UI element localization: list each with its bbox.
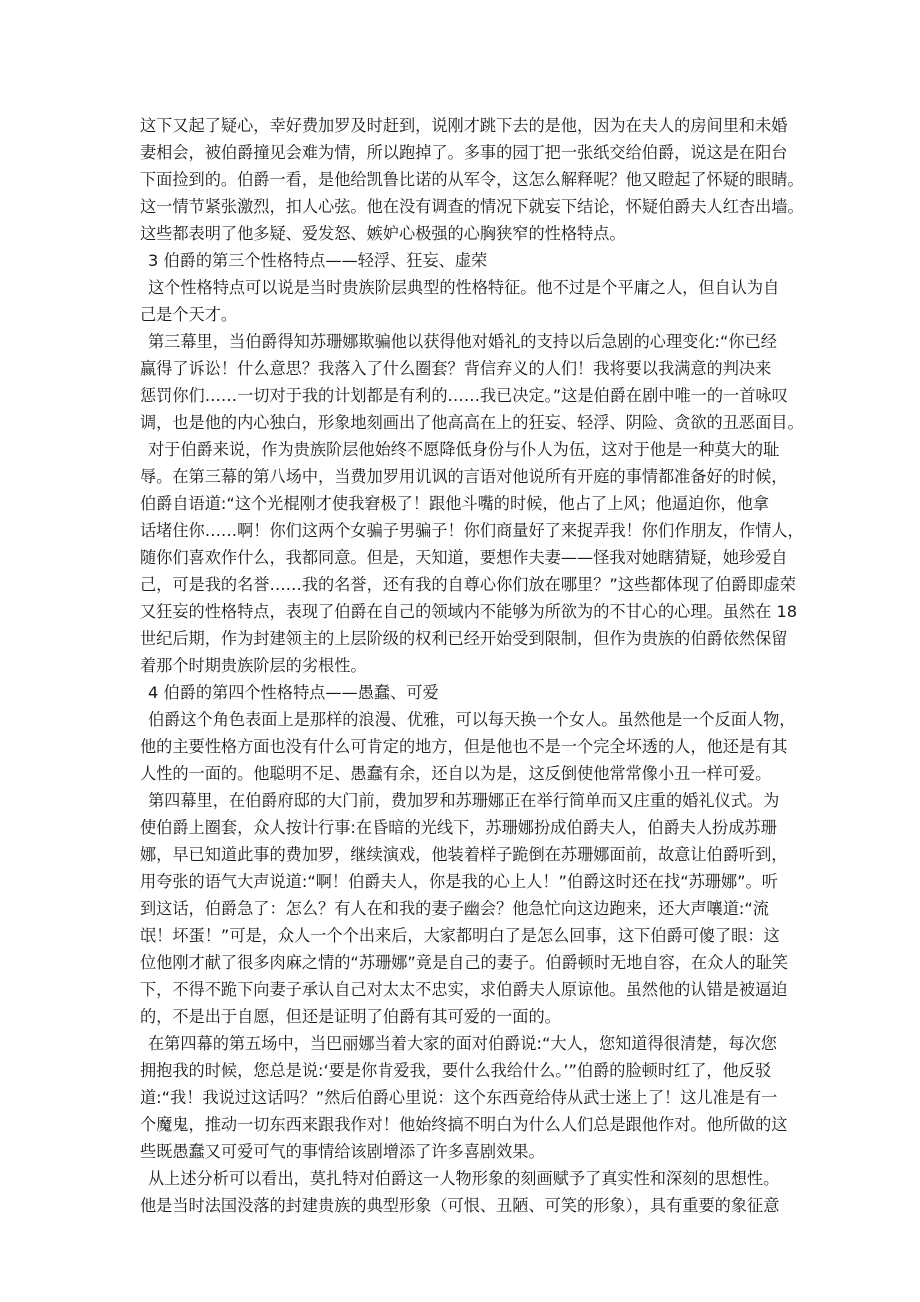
section-heading: 3 伯爵的第三个性格特点——轻浮、狂妄、虚荣 <box>148 251 488 270</box>
text-line: 这一情节紧张激烈，扣人心弦。他在没有调查的情况下就妄下结论，怀疑伯爵夫人红杏出墙。 <box>140 197 804 216</box>
text-line: 又狂妄的性格特点，表现了伯爵在自己的领域内不能够为所欲为的不甘心的心理。虽然在 18 <box>140 602 798 621</box>
text-line: 伯爵自语道:“这个光棍刚才使我窘极了！跟他斗嘴的时候，他占了上风；他逼迫你，他拿 <box>140 494 769 513</box>
text-line: 己是个天才。 <box>140 305 238 324</box>
text-line: 氓！坏蛋！”可是，众人一个个出来后，大家都明白了是怎么回事，这下伯爵可傻了眼：这 <box>140 926 780 945</box>
text-line: 第四幕里，在伯爵府邸的大门前，费加罗和苏珊娜正在举行简单而又庄重的婚礼仪式。为 <box>148 791 780 810</box>
text-line: 己，可是我的名誉……我的名誉，还有我的自尊心你们放在哪里？”这些都体现了伯爵即虚荣 <box>140 575 796 594</box>
text-line: 话堵住你……啊！你们这两个女骗子男骗子！你们商量好了来捉弄我！你们作朋友，作情人， <box>140 521 804 540</box>
text-line: 些既愚蠢又可爱可气的事情给该剧增添了许多喜剧效果。 <box>140 1142 545 1161</box>
text-line: 位他刚才献了很多肉麻之情的“苏珊娜”竟是自己的妻子。伯爵顿时无地自容，在众人的耻笑 <box>140 953 789 972</box>
text-line: 个魔鬼，推动一切东西来跟我作对！他始终搞不明白为什么人们总是跟他作对。他所做的这 <box>140 1115 788 1134</box>
text-line: 道:“我！我说过这话吗？”然后伯爵心里说：这个东西竟给侍从武士迷上了！这儿准是有一 <box>140 1088 778 1107</box>
text-line: 着那个时期贵族阶层的劣根性。 <box>140 656 367 675</box>
text-line: 使伯爵上圈套，众人按计行事:在昏暗的光线下，苏珊娜扮成伯爵夫人，伯爵夫人扮成苏珊 <box>140 818 777 837</box>
text-line: 拥抱我的时候，您总是说:‘要是你肯爱我，要什么我给什么。’”伯爵的脸顿时红了，他反驳 <box>140 1061 772 1080</box>
text-line: 这个性格特点可以说是当时贵族阶层典型的性格特征。他不过是个平庸之人，但自认为自 <box>148 278 780 297</box>
text-line: 从上述分析可以看出，莫扎特对伯爵这一人物形象的刻画赋予了真实性和深刻的思想性。 <box>148 1169 780 1188</box>
text-line: 第三幕里，当伯爵得知苏珊娜欺骗他以获得他对婚礼的支持以后急剧的心理变化:“你已经 <box>148 332 777 351</box>
text-line: 人性的一面的。他聪明不足、愚蠢有余，还自以为是，这反倒使他常常像小丑一样可爱。 <box>140 764 772 783</box>
text-line: 妻相会，被伯爵撞见会难为情，所以跑掉了。多事的园丁把一张纸交给伯爵，说这是在阳台 <box>140 143 788 162</box>
text-line: 娜，早已知道此事的费加罗，继续演戏，他装着样子跪倒在苏珊娜面前，故意让伯爵听到， <box>140 845 788 864</box>
text-line: 他是当时法国没落的封建贵族的典型形象（可恨、丑陋、可笑的形象），具有重要的象征意 <box>140 1196 780 1215</box>
text-line: 他的主要性格方面也没有什么可肯定的地方，但是他也不是一个完全坏透的人，他还是有其 <box>140 737 788 756</box>
text-line: 这些都表明了他多疑、爱发怒、嫉妒心极强的心胸狭窄的性格特点。 <box>140 224 626 243</box>
text-line: 到这话，伯爵急了：怎么？有人在和我的妻子幽会？他急忙向这边跑来，还大声嚷道:“流 <box>140 899 769 918</box>
text-line: 伯爵这个角色表面上是那样的浪漫、优雅，可以每天换一个女人。虽然他是一个反面人物， <box>148 710 796 729</box>
text-line: 下，不得不跪下向妻子承认自己对太太不忠实，求伯爵夫人原谅他。虽然他的认错是被逼迫 <box>140 980 788 999</box>
body-text <box>140 112 808 1219</box>
text-line: 随你们喜欢作什么，我都同意。但是，天知道，要想作夫妻——怪我对她瞎猜疑，她珍爱自 <box>140 548 788 567</box>
text-line: 这下又起了疑心，幸好费加罗及时赶到，说刚才跳下去的是他，因为在夫人的房间里和未婚 <box>140 116 788 135</box>
document-body <box>140 112 808 1219</box>
section-heading: 4 伯爵的第四个性格特点——愚蠢、可爱 <box>148 683 439 702</box>
text-line: 在第四幕的第五场中，当巴丽娜当着大家的面对伯爵说:“大人，您知道得很清楚，每次您 <box>148 1034 777 1053</box>
text-line: 下面捡到的。伯爵一看，是他给凯鲁比诺的从军令，这怎么解释呢？他又瞪起了怀疑的眼睛。 <box>140 170 804 189</box>
text-line: 世纪后期，作为封建领主的上层阶级的权利已经开始受到限制，但作为贵族的伯爵依然保留 <box>140 629 788 648</box>
text-line: 对于伯爵来说，作为贵族阶层他始终不愿降低身份与仆人为伍，这对于他是一种莫大的耻 <box>148 440 780 459</box>
text-line: 赢得了诉讼！什么意思？我落入了什么圈套？背信弃义的人们！我将要以我满意的判决来 <box>140 359 772 378</box>
text-line: 调，也是他的内心独白，形象地刻画出了他高高在上的狂妄、轻浮、阴险、贪欲的丑恶面目。 <box>140 413 804 432</box>
text-line: 用夸张的语气大声说道:“啊！伯爵夫人，你是我的心上人！”伯爵这时还在找“苏珊娜”。听 <box>140 872 778 891</box>
text-line: 惩罚你们……一切对于我的计划都是有利的……我已决定。”这是伯爵在剧中唯一的一首咏叹 <box>140 386 788 405</box>
text-line: 的，不是出于自愿，但还是证明了伯爵有其可爱的一面的。 <box>140 1007 561 1026</box>
text-line: 辱。在第三幕的第八场中，当费加罗用讥讽的言语对他说所有开庭的事情都准备好的时候， <box>140 467 788 486</box>
